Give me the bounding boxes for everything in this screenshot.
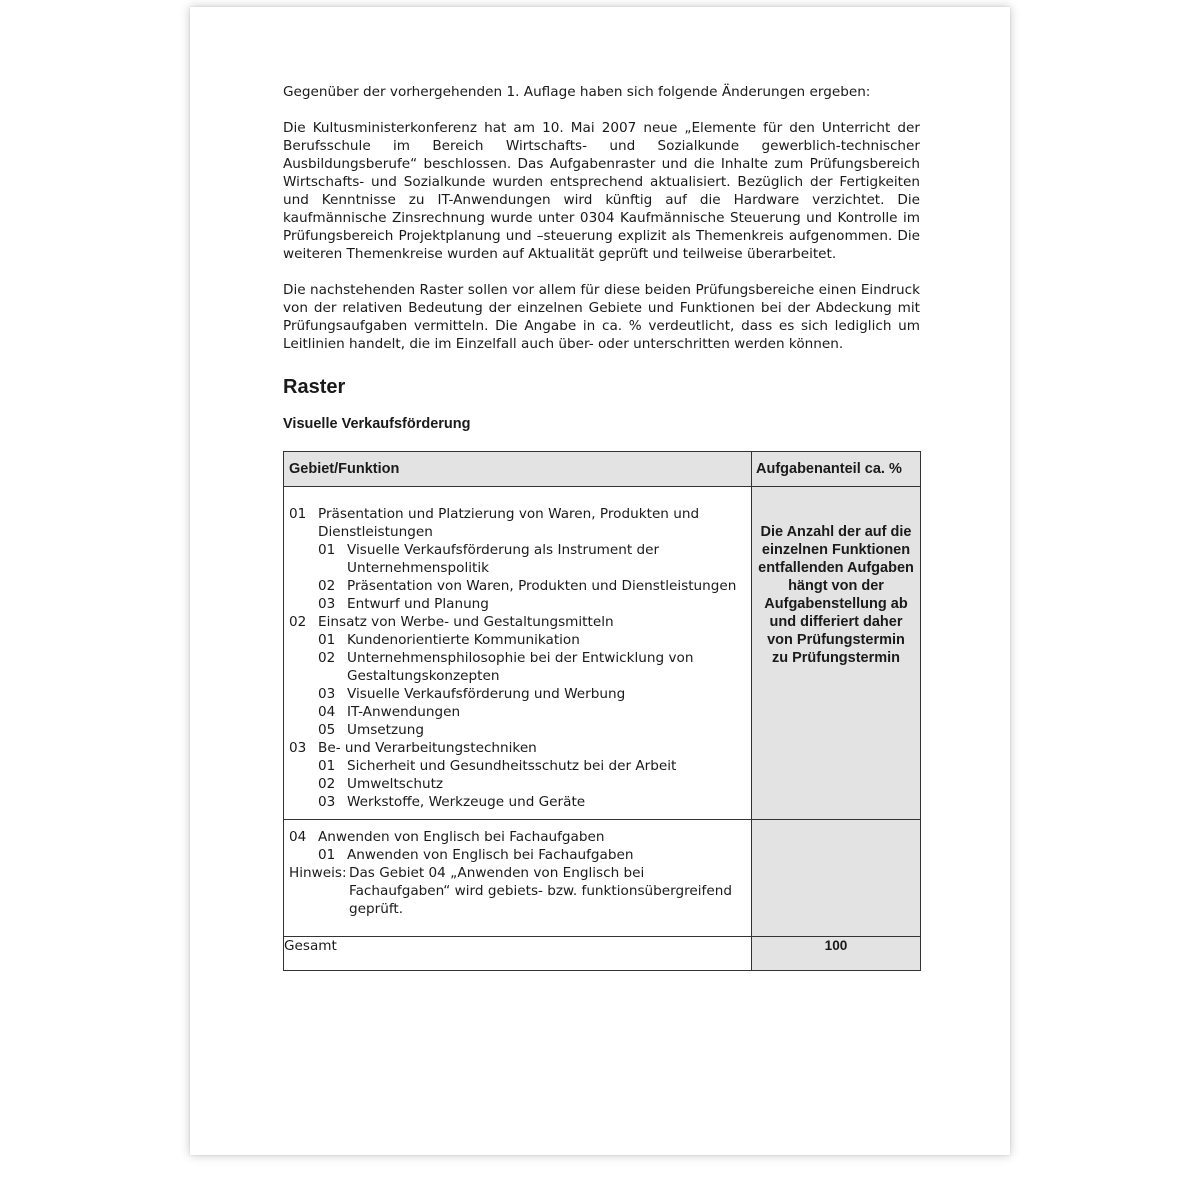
item-text: Umsetzung [347,722,424,738]
section1-list [284,487,751,819]
item-text: IT-Anwendungen [347,704,461,720]
item-number: 04 [318,704,336,720]
item-text: Visuelle Verkaufsförderung und Werbung [347,686,626,702]
list-item [289,613,747,631]
item-number: 03 [318,596,336,612]
item-number: 03 [318,686,336,702]
item-number: 03 [289,740,307,756]
page-content [283,83,920,971]
item-number: 01 [318,632,336,648]
item-number: 02 [318,650,336,666]
item-text: Einsatz von Werbe- und Gestaltungsmitteln [318,614,614,630]
item-text: Präsentation und Platzierung von Waren, Produkten und Dienstleistungen [318,506,700,540]
list-item [289,846,747,864]
subsection-heading: Visuelle Verkaufsförderung [283,416,471,432]
hint-text: Das Gebiet 04 „Anwenden von Englisch bei Fachaufgaben“ wird gebiets- bzw. funktionsübergreifend geprüft. [349,865,732,917]
item-text: Entwurf und Planung [347,596,489,612]
item-text: Visuelle Verkaufsförderung als Instrument der Unternehmenspolitik [347,542,660,576]
paragraph-raster-info: Die nachstehenden Raster sollen vor allem für diese beiden Prüfungsbereiche einen Eindruck von der relativen Bedeutung der einzelnen Gebiete und Funktionen bei der Abdeckung mit Prüfungsaufgaben vermitteln. Die Angabe in ca. % verdeutlicht, dass es sich lediglich um Leitlinien handelt, die im Einzelfall auch über- oder unterschritten werden können. [283,282,920,352]
section-heading: Raster [283,376,346,398]
header-aufgabenanteil: Aufgabenanteil ca. % [752,452,921,487]
list-item [289,828,747,846]
item-text: Anwenden von Englisch bei Fachaufgaben [318,829,605,845]
section2-list [289,828,747,864]
list-item [289,793,747,811]
header-gebiet-funktion: Gebiet/Funktion [284,452,752,487]
list-item [289,595,747,613]
table-row-section2 [284,820,921,937]
list-item [289,505,747,541]
raster-table [283,451,921,971]
list-item [289,631,747,649]
paragraph-changes: Die Kultusministerkonferenz hat am 10. Mai 2007 neue „Elemente für den Unterricht der Berufsschule im Bereich Wirtschafts- und Sozialkunde gewerblich-technischer Ausbildungsberufe“ beschlossen. Das Aufgabenraster und die Inhalte zum Prüfungsbereich Wirtschafts- und Sozialkunde wurden entsprechend aktualisiert. Bezüglich der Fertigkeiten und Kenntnisse zu IT-Anwendungen wird künftig auf die Hardware verzichtet. Die kaufmännische Zinsrechnung wurde unter 0304 Kaufmännische Steuerung und Kontrolle im Prüfungsbereich Projektplanung und –steuerung explizit als Themenkreis aufgenommen. Die weiteren Themenkreise wurden auf Aktualität geprüft und teilweise überarbeitet. [283,120,920,262]
item-text: Kundenorientierte Kommunikation [347,632,580,648]
item-number: 04 [289,829,307,845]
item-text: Be- und Verarbeitungstechniken [318,740,537,756]
item-text: Anwenden von Englisch bei Fachaufgaben [347,847,634,863]
item-number: 01 [318,847,336,863]
intro-text: Gegenüber der vorhergehenden 1. Auflage haben sich folgende Änderungen ergeben: [283,84,871,100]
item-number: 03 [318,794,336,810]
list-item [289,703,747,721]
item-number: 01 [289,506,307,522]
list-item [289,541,747,577]
hint-label: Hinweis: [289,865,347,881]
hint-line [289,864,747,918]
list-item [289,757,747,775]
section2-value-cell [752,820,921,937]
item-number: 05 [318,722,336,738]
list-item [289,685,747,703]
item-number: 02 [289,614,307,630]
item-text: Umweltschutz [347,776,444,792]
table-row-total [284,937,921,971]
section2-content [284,820,751,936]
document-page [190,7,1010,1155]
item-number: 01 [318,542,336,558]
item-text: Werkstoffe, Werkzeuge und Geräte [347,794,586,810]
list-item [289,721,747,739]
list-item [289,775,747,793]
table-row-section1 [284,487,921,820]
section1-cell [284,487,752,820]
section1-note-cell [752,487,921,820]
item-text: Unternehmensphilosophie bei der Entwicklung von Gestaltungskonzepten [347,650,694,684]
list-item [289,649,747,685]
table-header-row [284,452,921,487]
total-value: 100 [752,937,921,971]
section2-cell [284,820,752,937]
item-number: 02 [318,776,336,792]
total-label: Gesamt [284,937,752,971]
section1-note: Die Anzahl der auf die einzelnen Funktionen entfallenden Aufgaben hängt von der Aufgabenstellung ab und differiert daher von Prüfungstermin zu Prüfungstermin [758,524,914,666]
item-number: 02 [318,578,336,594]
item-number: 01 [318,758,336,774]
item-text: Präsentation von Waren, Produkten und Dienstleistungen [347,578,737,594]
list-item [289,577,747,595]
item-text: Sicherheit und Gesundheitsschutz bei der Arbeit [347,758,677,774]
list-item [289,739,747,757]
